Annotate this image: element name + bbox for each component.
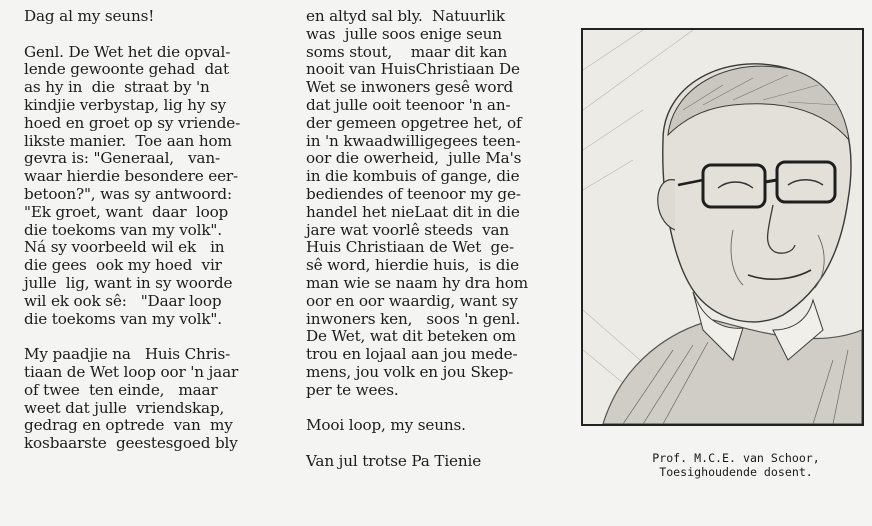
text-line: trou en lojaal aan jou mede- — [306, 345, 518, 364]
portrait-sketch-icon — [583, 30, 862, 424]
text-line: der gemeen opgetree het, of — [306, 113, 522, 132]
text-line: die toekoms van my volk". — [24, 309, 222, 328]
text-line: kosbaarste geestesgoed bly — [24, 434, 238, 453]
text-line: "Ek groet, want daar loop — [24, 202, 229, 221]
text-line: likste manier. Toe aan hom — [24, 131, 232, 150]
text-line: mens, jou volk en jou Skep- — [306, 362, 514, 381]
text-line: tiaan de Wet loop oor 'n jaar — [24, 362, 239, 381]
text-line: gevra is: "Generaal, van- — [24, 149, 220, 168]
text-line: Huis Christiaan de Wet ge- — [306, 238, 514, 257]
portrait-photo — [581, 28, 864, 426]
text-line: wil ek ook sê: "Daar loop — [24, 291, 222, 310]
caption-title: Toesighoudende dosent. — [659, 464, 813, 479]
text-line: of twee ten einde, maar — [24, 380, 218, 399]
text-line: as hy in die straat by 'n — [24, 78, 210, 97]
text-line: die toekoms van my volk". — [24, 220, 222, 239]
text-line: in die kombuis of gange, die — [306, 167, 520, 186]
text-line: sê word, hierdie huis, is die — [306, 256, 519, 275]
letter-left-column — [24, 8, 286, 453]
text-line: hoed en groet op sy vriende- — [24, 113, 241, 132]
text-line: soms stout, maar dit kan — [306, 42, 508, 61]
text-line: Van jul trotse Pa Tienie — [306, 451, 482, 470]
text-line: waar hierdie besondere eer- — [24, 167, 239, 186]
text-line: inwoners ken, soos 'n genl. — [306, 309, 521, 328]
text-line: My paadjie na Huis Chris- — [24, 345, 231, 364]
text-line: De Wet, wat dit beteken om — [306, 327, 516, 346]
text-line: en altyd sal bly. Natuurlik — [306, 7, 505, 25]
text-line: handel het nieLaat dit in die — [306, 202, 520, 221]
text-line: gedrag en optrede van my — [24, 416, 233, 435]
text-line: per te wees. — [306, 380, 399, 399]
text-line: Wet se inwoners gesê word — [306, 78, 514, 97]
text-line: in 'n kwaadwilligegees teen- — [306, 131, 521, 150]
text-line: Mooi loop, my seuns. — [306, 416, 466, 435]
letter-middle-column — [306, 8, 556, 471]
text-line — [306, 400, 556, 418]
text-line: julle lig, want in sy woorde — [24, 273, 233, 292]
text-line: weet dat julle vriendskap, — [24, 398, 225, 417]
caption-name: Prof. M.C.E. van Schoor, — [652, 451, 820, 465]
text-line: lende gewoonte gehad dat — [24, 60, 229, 79]
text-line: kindjie verbystap, lig hy sy — [24, 95, 227, 114]
text-line — [24, 328, 286, 346]
text-line: dat julle ooit teenoor 'n an- — [306, 95, 511, 114]
text-line: man wie se naam hy dra hom — [306, 273, 528, 292]
text-line: Dag al my seuns! — [24, 7, 155, 25]
text-line — [24, 26, 286, 44]
text-line: nooit van HuisChristiaan De — [306, 60, 520, 79]
text-line: die gees ook my hoed vir — [24, 256, 222, 275]
text-line — [306, 435, 556, 453]
text-line: oor die owerheid, julle Ma's — [306, 149, 522, 168]
text-line: oor en oor waardig, want sy — [306, 291, 518, 310]
text-line: bediendes of teenoor my ge- — [306, 184, 521, 203]
text-line: was julle soos enige seun — [306, 24, 502, 43]
text-line: jare wat voorlê steeds van — [306, 220, 510, 239]
text-line: betoon?", was sy antwoord: — [24, 184, 232, 203]
text-line: Ná sy voorbeeld wil ek in — [24, 238, 225, 257]
text-line: Genl. De Wet het die opval- — [24, 42, 231, 61]
portrait-caption — [612, 452, 860, 479]
